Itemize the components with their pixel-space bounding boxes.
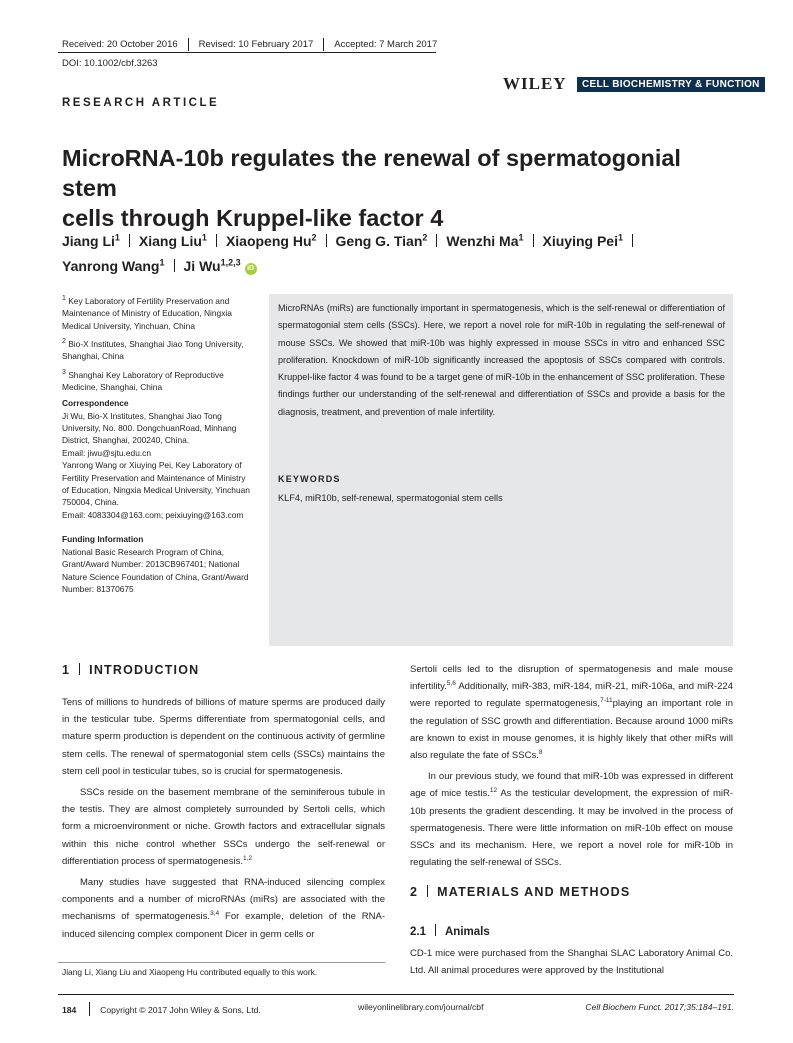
author[interactable]: Geng G. Tian$^2$ bbox=[335, 232, 428, 249]
revised-date: Revised: 10 February 2017 bbox=[198, 39, 314, 51]
affiliation: $^1$ Key Laboratory of Fertility Preservation and Maintenance of Ministry of Education, Ningxia Medical University, Yinchuan, China bbox=[62, 295, 232, 331]
keywords-heading: KEYWORDS bbox=[278, 474, 341, 484]
header-rule bbox=[58, 52, 436, 53]
title-line-2: cells through Kruppel-like factor 4 bbox=[62, 205, 444, 231]
publication-dates bbox=[62, 38, 437, 51]
author[interactable]: Xiaopeng Hu$^2$ bbox=[225, 232, 317, 249]
wiley-logo: WILEY bbox=[503, 74, 567, 93]
footer-separator bbox=[89, 1002, 90, 1016]
paragraph: SSCs reside on the basement membrane of the seminiferous tubule in the testis. They are almost completely surrounded by Sertoli cells, which form a microenvironment or niche. Growth factors and extracellular signals within this niche control whether SSCs undergo the self-renewal or differentiation process of spermatogenesis.$^{1,2}$ bbox=[62, 787, 385, 867]
citation-link[interactable]: 1,2 bbox=[242, 854, 253, 862]
email-link[interactable]: Email: 4083304@163.com; peixiuying@163.com bbox=[62, 509, 244, 520]
page-number: 184 bbox=[62, 1005, 77, 1015]
doi: DOI: 10.1002/cbf.3263 bbox=[62, 58, 158, 69]
email-link[interactable]: Email: jiwu@sjtu.edu.cn bbox=[62, 447, 152, 458]
section-2-heading: 2 MATERIALS AND METHODS bbox=[410, 885, 631, 899]
keywords-text: KLF4, miR10b, self-renewal, spermatogonial stem cells bbox=[278, 493, 503, 503]
abstract-text: MicroRNAs (miRs) are functionally important in spermatogenesis, which is the self-renewal or differentiation of spermatogonial stem cells (SSCs). Here, we report a novel role for miR-10b in regulating the self-renewal of mouse SSCs. We showed that miR-10b was highly expressed in mouse SSCs in vitro and enhanced SSC proliferation. Knockdown of miR-10b significantly increased the apoptosis of SSCs compared with controls. Kruppel-like factor 4 was found to be a target gene of miR-10b in the enhancement of SSC proliferation. These findings further our understanding of the self-renewal and differentiation of SSCs and provide a basis for the diagnosis, treatment, and prevention of male infertility. bbox=[278, 303, 725, 417]
orcid-icon[interactable]: iD bbox=[245, 263, 257, 275]
funding-heading: Funding Information bbox=[62, 534, 144, 545]
funding-info: Funding Information National Basic Research Program of China, Grant/Award Number: 2013CB967401; National Nature Science Foundation of China, Grant/Award Number: 81370675 bbox=[62, 534, 249, 594]
abstract-box bbox=[269, 294, 733, 646]
publisher-branding bbox=[503, 74, 765, 94]
author[interactable]: Xiang Liu$^1$ bbox=[138, 232, 207, 249]
affiliations-panel bbox=[62, 293, 254, 595]
author[interactable]: Ji Wu$^{1,2,3}$ bbox=[183, 257, 241, 275]
title-line-1: MicroRNA-10b regulates the renewal of spermatogonial stem bbox=[62, 145, 681, 201]
author[interactable]: Wenzhi Ma$^1$ bbox=[446, 232, 524, 249]
citation-link[interactable]: 12 bbox=[489, 787, 498, 795]
paragraph: Many studies have suggested that RNA-induced silencing complex components and a number of microRNAs (miRs) are associated with the mechanisms of spermatogenesis.$^{3,4}$ For example, deletion of the RNA-induced silencing complex component Dicer in germ cells or bbox=[62, 877, 386, 940]
subsection-2-1-heading: 2.1 Animals bbox=[410, 926, 490, 938]
journal-url[interactable]: wileyonlinelibrary.com/journal/cbf bbox=[358, 1002, 484, 1012]
intro-column-left bbox=[62, 694, 385, 943]
methods-paragraph: CD-1 mice were purchased from the Shanghai SLAC Laboratory Animal Co. Ltd. All animal procedures were approved by the Institutional bbox=[410, 948, 733, 977]
author-list bbox=[62, 226, 742, 277]
received-date: Received: 20 October 2016 bbox=[62, 39, 178, 51]
copyright: Copyright © 2017 John Wiley & Sons, Ltd. bbox=[100, 1005, 261, 1015]
author[interactable]: Yanrong Wang$^1$ bbox=[62, 257, 165, 275]
author[interactable]: Jiang Li$^1$ bbox=[62, 232, 120, 249]
citation-link[interactable]: 8 bbox=[538, 748, 543, 756]
intro-column-right bbox=[410, 661, 733, 871]
correspondence-heading: Correspondence bbox=[62, 398, 129, 409]
citation-link[interactable]: 3,4 bbox=[210, 910, 220, 918]
paragraph: Sertoli cells led to the disruption of spermatogenesis and male mouse infertility.$^{5,6}$ Additionally, miR-383, miR-184, miR-21, miR-106a, and miR-224 were reported to regulate spermatogenesis,$^{7-11}$playing an important role in the regulation of SSC growth and differentiation. Because around 1000 miRs are known to exist in mouse genomes, it is highly likely that other miRs will also regulate the fate of SSCs.$^8$ bbox=[410, 664, 733, 762]
footnote-rule bbox=[58, 962, 385, 963]
affiliation: $^3$ Shanghai Key Laboratory of Reproductive Medicine, Shanghai, China bbox=[62, 368, 224, 392]
citation: Cell Biochem Funct. 2017;35:184–191. bbox=[585, 1002, 734, 1012]
affiliation: $^2$ Bio-X Institutes, Shanghai Jiao Tong University, Shanghai, China bbox=[62, 338, 244, 362]
accepted-date: Accepted: 7 March 2017 bbox=[334, 39, 438, 51]
article-type: RESEARCH ARTICLE bbox=[62, 97, 220, 109]
citation-link[interactable]: 5,6 bbox=[446, 680, 456, 688]
paragraph: Tens of millions to hundreds of billions of mature sperms are produced daily in the testicular tube. Sperms differentiate from spermatogonial cells, and mature sperm production is dependent on the continuous activity of germline stem cells. The renewal of spermatogonial stem cells (SSCs) maintains the stem cell pool in testicular tubes, so is crucial for spermatogenesis. bbox=[62, 697, 385, 777]
footer-rule bbox=[58, 994, 734, 995]
footnote: Jiang Li, Xiang Liu and Xiaopeng Hu contributed equally to this work. bbox=[62, 967, 318, 977]
paragraph: In our previous study, we found that miR-10b was expressed in different age of mice testis.$^{12}$ As the testicular development, the expression of miR-10b presents the gradient descending. It may be involved in the process of spermatogenesis. There were little information on miR-10b effect on mouse SSCs and its mechanism. Here, we report a novel role for miR-10b in regulating the self-renewal of SSCs. bbox=[410, 771, 733, 869]
footer bbox=[62, 1002, 734, 1016]
author[interactable]: Xiuying Pei$^1$ bbox=[542, 232, 623, 249]
journal-logo: CELL BIOCHEMISTRY & FUNCTION bbox=[577, 77, 765, 92]
correspondence: Correspondence Ji Wu, Bio-X Institutes, Shanghai Jiao Tong University, No. 800. DongchuanRoad, Minhang District, Shanghai, 200240, China. Email: jiwu@sjtu.edu.cn Yanrong Wang or Xiuying Pei, Key Laboratory of Fertility Preservation and Maintenance of Ministry of Education, Ningxia Medical University, Yinchuan 750004, China. Email: 4083304@163.com; peixiuying@163.com bbox=[62, 398, 250, 520]
citation-link[interactable]: 7-11 bbox=[600, 697, 613, 705]
article-title bbox=[62, 143, 742, 233]
section-1-heading: 1 INTRODUCTION bbox=[62, 663, 200, 677]
